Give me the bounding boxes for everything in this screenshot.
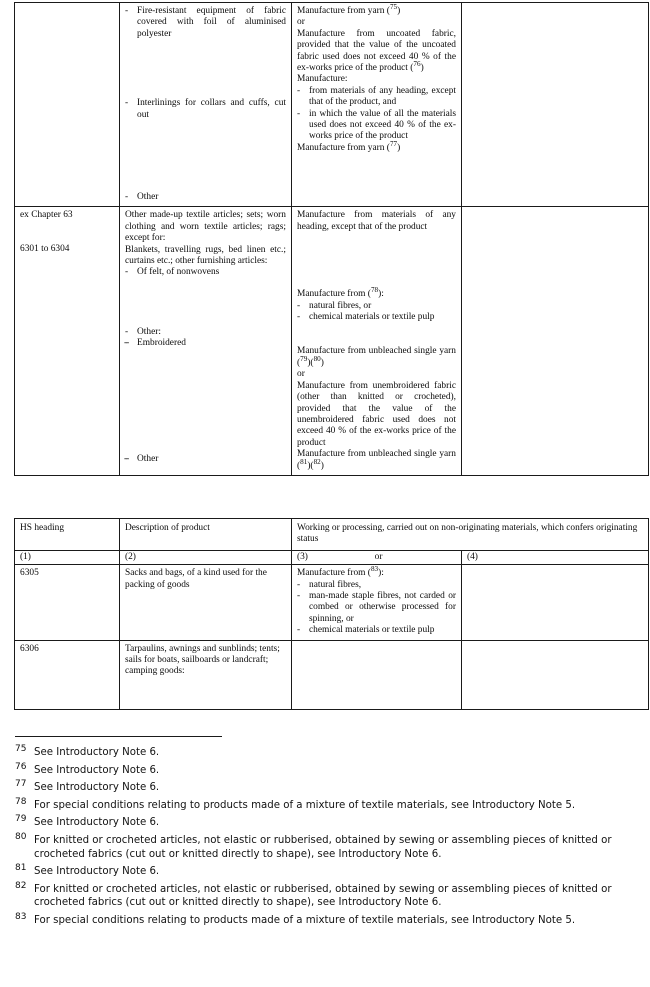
- footnote-ref-81: 81: [300, 457, 308, 466]
- table-row: [15, 565, 649, 640]
- list-item: [125, 6, 286, 40]
- footnote-text: See Introductory Note 6.: [34, 782, 160, 794]
- column-number-or-label: or: [374, 551, 383, 562]
- spacer: [125, 40, 286, 98]
- footnote-82: [14, 880, 638, 910]
- list-item-label: from materials of any heading, except that of the product, and: [309, 85, 456, 108]
- cell-column-4: [462, 3, 649, 207]
- paragraph: Manufacture from unbleached single yarn ($^{79}$)($^{80}$): [297, 346, 456, 368]
- table-row: [15, 3, 649, 207]
- spacer: [125, 121, 286, 192]
- list-item: [125, 192, 286, 203]
- dash-marker: -: [297, 625, 301, 636]
- footnote-number: 78: [15, 796, 27, 807]
- dash-marker: -: [297, 579, 301, 590]
- footnote-ref-83: 83: [370, 565, 379, 574]
- footnote-ref-76: 76: [413, 59, 421, 68]
- footnote-79: [14, 816, 638, 830]
- paragraph: Manufacture from unembroidered fabric (other than knitted or crocheted), provided that the value of the unembroidered fabric used does not exceed 40 % of the ex-works price of the product: [297, 380, 456, 448]
- paragraph-or: or: [297, 369, 305, 380]
- cell-hs-heading: 6305: [15, 565, 120, 640]
- footnote-81: [14, 865, 638, 879]
- list-item: [125, 454, 286, 465]
- footnote-number: 80: [15, 831, 27, 842]
- cell-description: Sacks and bags, of a kind used for the packing of goods: [120, 565, 292, 640]
- dash-marker: -: [125, 98, 129, 109]
- dash-marker: -: [125, 326, 129, 337]
- dash-marker: -: [125, 192, 129, 203]
- list-item-label: Embroidered: [137, 338, 186, 349]
- cell-working-processing: [292, 565, 462, 640]
- paragraph: Manufacture:: [297, 74, 348, 85]
- column-number-3: [292, 550, 462, 564]
- list-item-label: Other: [137, 453, 159, 464]
- rules-table-bottom: [14, 518, 649, 710]
- dash-marker: -: [125, 6, 129, 16]
- list-item-label: Interlinings for collars and cuffs, cut out: [137, 98, 286, 120]
- list-item-label: in which the value of all the materials used does not exceed 40 % of the ex-works price of the product: [309, 108, 456, 142]
- dash-marker: -: [297, 312, 301, 323]
- column-number-2: (2): [120, 550, 292, 564]
- paragraph: Manufacture from ($^{78}$):: [297, 286, 384, 300]
- paragraph: Manufacture from unbleached single yarn ($^{81}$)($^{82}$): [297, 449, 456, 471]
- dash-marker: -: [125, 267, 129, 278]
- footnote-ref-75: 75: [389, 2, 398, 11]
- footnote-separator-rule: [15, 736, 222, 737]
- list-item: [125, 327, 286, 338]
- list-item: [125, 267, 286, 278]
- footnote-80: [14, 831, 638, 861]
- hs-heading-range: 6301 to 6304: [20, 243, 70, 254]
- dash-marker: -: [297, 108, 301, 119]
- table-header-row: [15, 519, 649, 551]
- spacer: [125, 350, 286, 454]
- cell-description: [120, 3, 292, 207]
- list-item-label: Other:: [137, 326, 161, 337]
- hs-heading-chapter: ex Chapter 63: [20, 210, 73, 221]
- footnote-text: For knitted or crocheted articles, not elastic or rubberised, obtained by sewing or assembling pieces of knitted or crocheted fabrics (cut out or knitted directly to shape), see Introductory Note 6.: [34, 834, 612, 860]
- list-item-label: chemical materials or textile pulp: [309, 625, 435, 636]
- footnote-number: 79: [15, 814, 27, 825]
- list-item: [297, 591, 456, 625]
- list-item: [297, 312, 456, 323]
- paragraph: Manufacture from yarn ($^{75}$): [297, 2, 401, 16]
- list-item: [297, 301, 456, 312]
- footnote-ref-78: 78: [370, 286, 379, 295]
- list-item: [297, 580, 456, 591]
- column-header-hs-heading: HS heading: [15, 519, 120, 551]
- paragraph: Other made-up textile articles; sets; worn clothing and worn textile articles; rags; except for:: [125, 210, 286, 244]
- cell-column-4: [462, 640, 649, 709]
- column-number-4: (4): [462, 550, 649, 564]
- list-item-label: natural fibres,: [309, 579, 362, 590]
- table-row: [15, 207, 649, 476]
- footnotes-section: [14, 736, 638, 932]
- cell-working-processing: [292, 207, 462, 476]
- footnote-text: For special conditions relating to products made of a mixture of textile materials, see Introductory Note 5.: [34, 799, 576, 811]
- paragraph-or: or: [297, 17, 305, 28]
- list-item-label: natural fibres, or: [309, 300, 372, 311]
- paragraph: Manufacture from uncoated fabric, provided that the value of the uncoated fabric used does not exceed 40 % of the ex-works price of the product ($^{76}$): [297, 28, 456, 74]
- cell-column-4: [462, 207, 649, 476]
- column-number-1: (1): [15, 550, 120, 564]
- footnote-text: For special conditions relating to products made of a mixture of textile materials, see Introductory Note 5.: [34, 914, 576, 926]
- paragraph: Manufacture from materials of any heading, except that of the product: [297, 210, 456, 232]
- double-dash-marker: --: [124, 453, 129, 464]
- dash-marker: -: [297, 85, 301, 96]
- cell-working-processing: [292, 3, 462, 207]
- list-item: [125, 98, 286, 121]
- footnote-ref-80: 80: [313, 354, 321, 363]
- list-item: [297, 625, 456, 636]
- column-header-description: Description of product: [120, 519, 292, 551]
- list-item-label: man-made staple fibres, not carded or combed or otherwise processed for spinning, or: [309, 591, 456, 624]
- column-header-working-processing: Working or processing, carried out on non-originating materials, which confers originating status: [292, 519, 649, 551]
- list-item: [297, 109, 456, 143]
- footnote-text: See Introductory Note 6.: [34, 817, 160, 829]
- spacer: [20, 222, 114, 244]
- rules-table-top: [14, 2, 649, 476]
- list-item-label: Fire-resistant equipment of fabric covered with foil of aluminised polyester: [137, 6, 286, 39]
- footnote-78: [14, 796, 638, 813]
- spacer: [297, 323, 456, 346]
- footnote-text: See Introductory Note 6.: [34, 747, 160, 758]
- cell-description: Tarpaulins, awnings and sunblinds; tents; sails for boats, sailboards or landcraft; camping goods:: [120, 640, 292, 709]
- cell-description: [120, 207, 292, 476]
- cell-column-4: [462, 565, 649, 640]
- spacer: [125, 279, 286, 327]
- footnote-number: 77: [15, 779, 27, 790]
- footnote-75: [14, 746, 638, 760]
- spacer: [297, 233, 456, 289]
- footnote-text: See Introductory Note 6.: [34, 866, 160, 878]
- footnote-77: [14, 781, 638, 795]
- paragraph: Blankets, travelling rugs, bed linen etc.; curtains etc.; other furnishing articles:: [125, 244, 286, 267]
- table-numbering-row: [15, 550, 649, 564]
- list-item-label: Of felt, of nonwovens: [137, 267, 220, 278]
- list-item: [125, 338, 286, 349]
- footnote-text: For knitted or crocheted articles, not elastic or rubberised, obtained by sewing or assembling pieces of knitted or crocheted fabrics (cut out or knitted directly to shape), see Introductory Note 6.: [34, 883, 612, 909]
- table-row: [15, 640, 649, 709]
- footnote-number: 82: [15, 880, 27, 891]
- paragraph: Manufacture from ($^{83}$):: [297, 565, 384, 579]
- list-item-label: Other: [137, 192, 159, 203]
- footnote-ref-79: 79: [300, 354, 308, 363]
- footnote-76: [14, 761, 638, 778]
- list-item: [297, 86, 456, 109]
- footnote-83: [14, 911, 638, 928]
- footnote-number: 81: [15, 863, 27, 874]
- footnote-ref-82: 82: [313, 457, 321, 466]
- cell-hs-heading: 6306: [15, 640, 120, 709]
- footnote-number: 75: [15, 744, 27, 754]
- footnote-number: 83: [15, 911, 27, 922]
- cell-hs-heading: [15, 207, 120, 476]
- paragraph: Manufacture from yarn ($^{77}$): [297, 139, 401, 153]
- double-dash-marker: --: [124, 338, 129, 349]
- dash-marker: -: [297, 300, 301, 311]
- cell-working-processing: [292, 640, 462, 709]
- dash-marker: -: [297, 591, 301, 602]
- list-item-label: chemical materials or textile pulp: [309, 312, 435, 323]
- footnote-number: 76: [15, 761, 27, 772]
- column-number-3-label: (3): [297, 551, 308, 562]
- footnote-text: See Introductory Note 6.: [34, 764, 160, 776]
- footnote-ref-77: 77: [389, 139, 398, 148]
- cell-hs-heading: [15, 3, 120, 207]
